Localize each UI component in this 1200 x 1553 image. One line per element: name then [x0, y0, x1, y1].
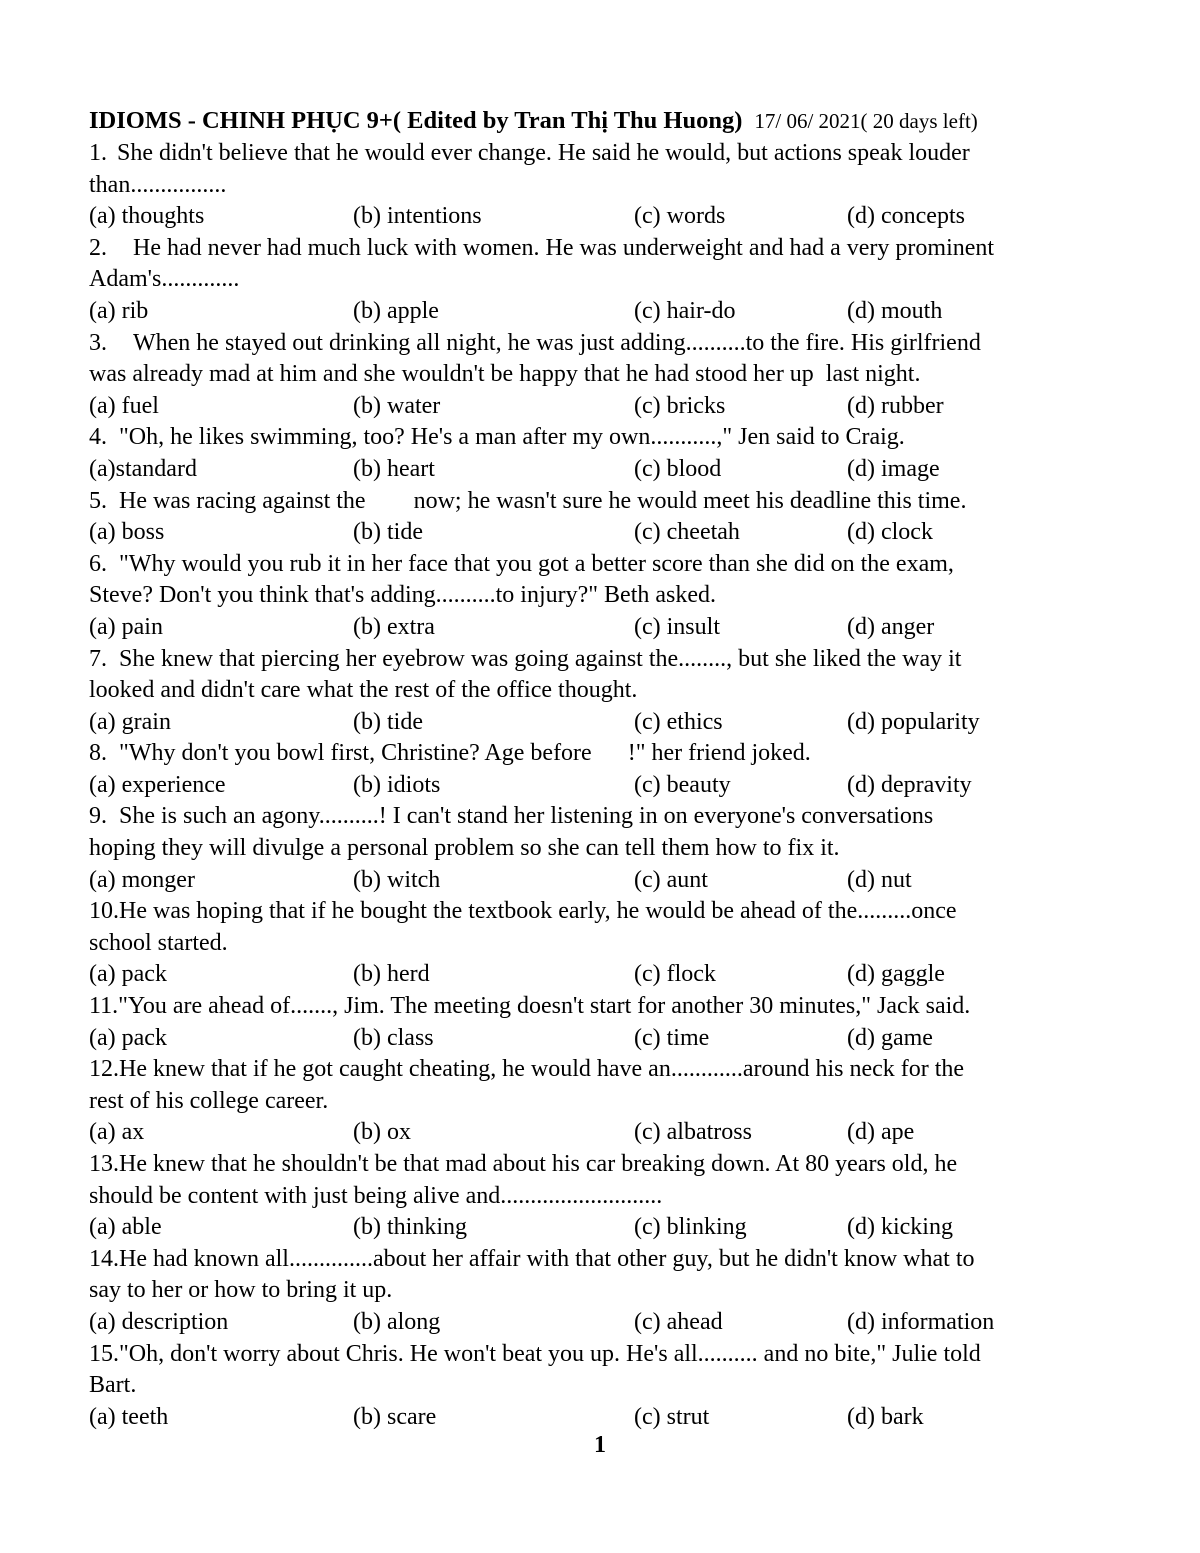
question-text-line	[89, 801, 1149, 833]
option-b: (b) intentions	[353, 203, 482, 230]
option-b: (b) tide	[353, 708, 423, 735]
option-b: (b) idiots	[353, 771, 441, 798]
question-number: 9.	[89, 803, 107, 830]
question-item	[89, 138, 1149, 233]
answer-options	[89, 1307, 1149, 1339]
question-text-line	[89, 896, 1149, 928]
question-item	[89, 422, 1149, 485]
question-number: 13.	[89, 1151, 119, 1177]
question-number: 15.	[89, 1340, 119, 1367]
option-d: (d) ape	[847, 1119, 915, 1146]
question-text: "Why would you rub it in her face that you got a better score than she did on the exam,	[119, 550, 954, 577]
question-text-continuation	[89, 1086, 1149, 1118]
question-text: He knew that if he got caught cheating, he would have an............around his neck for the	[119, 1056, 965, 1083]
option-d: (d) kicking	[847, 1214, 953, 1241]
question-text: Steve? Don't you think that's adding..........to injury?" Beth asked.	[89, 582, 717, 609]
question-item	[89, 738, 1149, 801]
option-d: (d) nut	[847, 866, 912, 893]
option-a: (a) experience	[89, 771, 226, 798]
document-header	[89, 104, 1149, 138]
question-text-line	[89, 422, 1149, 454]
question-text: She is such an agony..........! I can't stand her listening in on everyone's conversations	[119, 803, 934, 830]
question-text-continuation	[89, 359, 1149, 391]
answer-options	[89, 1402, 1149, 1434]
option-a: (a) grain	[89, 708, 171, 735]
option-b: (b) herd	[353, 961, 430, 988]
option-b: (b) extra	[353, 613, 435, 640]
option-d: (d) mouth	[847, 297, 943, 324]
question-text: "Oh, don't worry about Chris. He won't beat you up. He's all.......... and no bite," Julie told	[119, 1340, 981, 1367]
question-text-line	[89, 328, 1149, 360]
option-c: (c) time	[634, 1024, 710, 1051]
question-number: 10.	[89, 898, 119, 925]
question-number: 5.	[89, 487, 107, 514]
option-c: (c) cheetah	[634, 519, 740, 546]
answer-options	[89, 391, 1149, 423]
question-text: hoping they will divulge a personal problem so she can tell them how to fix it.	[89, 835, 840, 862]
question-text: rest of his college career.	[89, 1087, 329, 1114]
question-text: She didn't believe that he would ever change. He said he would, but actions speak louder	[117, 140, 970, 166]
option-b: (b) thinking	[353, 1214, 467, 1241]
question-item	[89, 233, 1149, 328]
option-d: (d) popularity	[847, 708, 980, 735]
option-d: (d) image	[847, 455, 940, 482]
option-a: (a) fuel	[89, 392, 159, 419]
option-b: (b) witch	[353, 866, 441, 893]
option-d: (d) gaggle	[847, 961, 945, 988]
question-text: She knew that piercing her eyebrow was going against the........, but she liked the way it	[119, 645, 962, 672]
document-title: IDIOMS - CHINH PHỤC 9+( Edited by Tran Thị Thu Huong)	[89, 107, 743, 134]
question-text-line	[89, 233, 1149, 265]
option-a: (a) teeth	[89, 1403, 169, 1430]
question-text: looked and didn't care what the rest of the office thought.	[89, 677, 638, 704]
question-number: 11.	[89, 993, 119, 1020]
question-text-continuation	[89, 170, 1149, 202]
question-text: say to her or how to bring it up.	[89, 1277, 393, 1304]
question-text: than................	[89, 171, 227, 198]
option-d: (d) anger	[847, 613, 935, 640]
question-item	[89, 486, 1149, 549]
answer-options	[89, 612, 1149, 644]
question-number: 12.	[89, 1056, 119, 1083]
question-number: 3.	[89, 329, 107, 356]
question-text-continuation	[89, 1370, 1149, 1402]
answer-options	[89, 1023, 1149, 1055]
question-text-continuation	[89, 264, 1149, 296]
option-c: (c) ethics	[634, 708, 723, 735]
question-item	[89, 1244, 1149, 1339]
option-a: (a) boss	[89, 519, 165, 546]
question-text: "Why don't you bowl first, Christine? Age before !" her friend joked.	[119, 740, 811, 767]
question-item	[89, 328, 1149, 423]
question-item	[89, 801, 1149, 896]
question-text: should be content with just being alive and...........................	[89, 1182, 663, 1209]
option-c: (c) words	[634, 203, 726, 230]
option-a: (a) description	[89, 1308, 229, 1335]
option-b: (b) heart	[353, 455, 435, 482]
question-text: He was hoping that if he bought the textbook early, he would be ahead of the.........once	[119, 898, 957, 925]
document-date: 17/ 06/ 2021( 20 days left)	[754, 109, 978, 133]
question-text-continuation	[89, 580, 1149, 612]
question-number: 7.	[89, 645, 107, 672]
option-b: (b) tide	[353, 519, 423, 546]
answer-options	[89, 296, 1149, 328]
question-item	[89, 896, 1149, 991]
question-text-line	[89, 644, 1149, 676]
option-a: (a) rib	[89, 297, 149, 324]
option-a: (a)standard	[89, 455, 197, 482]
question-item	[89, 1054, 1149, 1149]
answer-options	[89, 1117, 1149, 1149]
question-text: was already mad at him and she wouldn't be happy that he had stood her up last night.	[89, 361, 921, 388]
option-b: (b) along	[353, 1308, 441, 1335]
question-text-line	[89, 738, 1149, 770]
question-text: He was racing against the now; he wasn't sure he would meet his deadline this time.	[119, 487, 967, 514]
answer-options	[89, 959, 1149, 991]
question-number: 6.	[89, 550, 107, 577]
question-text: "You are ahead of......., Jim. The meeting doesn't start for another 30 minutes," Jack said.	[118, 993, 971, 1020]
question-item	[89, 1339, 1149, 1434]
question-text: "Oh, he likes swimming, too? He's a man after my own...........," Jen said to Craig.	[119, 424, 905, 451]
question-text-line	[89, 1149, 1149, 1181]
option-d: (d) clock	[847, 519, 933, 546]
question-item	[89, 1149, 1149, 1244]
answer-options	[89, 707, 1149, 739]
option-c: (c) strut	[634, 1403, 710, 1430]
question-text: He had known all..............about her affair with that other guy, but he didn't know what to	[119, 1245, 975, 1272]
option-d: (d) rubber	[847, 392, 944, 419]
question-text: Bart.	[89, 1372, 137, 1399]
option-b: (b) ox	[353, 1119, 411, 1146]
document-page	[89, 104, 1149, 1433]
option-d: (d) concepts	[847, 203, 965, 230]
question-number: 8.	[89, 740, 107, 767]
question-text: Adam's.............	[89, 266, 240, 293]
answer-options	[89, 201, 1149, 233]
question-text-continuation	[89, 928, 1149, 960]
question-text-line	[89, 138, 1149, 170]
question-number: 1.	[89, 140, 107, 166]
option-d: (d) game	[847, 1024, 933, 1051]
option-b: (b) apple	[353, 297, 439, 324]
option-c: (c) hair-do	[634, 297, 736, 324]
option-c: (c) beauty	[634, 771, 731, 798]
question-text-line	[89, 549, 1149, 581]
option-d: (d) information	[847, 1308, 995, 1335]
option-a: (a) pain	[89, 613, 163, 640]
option-b: (b) class	[353, 1024, 434, 1051]
question-text: He had never had much luck with women. He was underweight and had a very prominent	[133, 234, 995, 261]
question-text-continuation	[89, 1275, 1149, 1307]
question-list	[89, 138, 1149, 1433]
option-b: (b) water	[353, 392, 441, 419]
answer-options	[89, 517, 1149, 549]
question-number: 14.	[89, 1245, 119, 1272]
question-text-line	[89, 1244, 1149, 1276]
option-c: (c) aunt	[634, 866, 708, 893]
question-text-line	[89, 486, 1149, 518]
option-a: (a) pack	[89, 961, 167, 988]
option-c: (c) blood	[634, 455, 722, 482]
option-c: (c) insult	[634, 613, 720, 640]
question-text-continuation	[89, 675, 1149, 707]
question-text: When he stayed out drinking all night, he was just adding..........to the fire. His girlfriend	[133, 329, 981, 356]
option-c: (c) ahead	[634, 1308, 723, 1335]
option-a: (a) monger	[89, 866, 195, 893]
answer-options	[89, 1212, 1149, 1244]
option-a: (a) thoughts	[89, 203, 205, 230]
option-c: (c) albatross	[634, 1119, 752, 1146]
option-c: (c) bricks	[634, 392, 726, 419]
question-item	[89, 644, 1149, 739]
option-a: (a) pack	[89, 1024, 167, 1051]
option-b: (b) scare	[353, 1403, 437, 1430]
question-text-line	[89, 1339, 1149, 1371]
question-item	[89, 991, 1149, 1054]
question-text: school started.	[89, 929, 228, 956]
answer-options	[89, 770, 1149, 802]
question-text-line	[89, 1054, 1149, 1086]
option-c: (c) flock	[634, 961, 716, 988]
question-item	[89, 549, 1149, 644]
option-d: (d) depravity	[847, 771, 972, 798]
question-text-continuation	[89, 833, 1149, 865]
question-number: 2.	[89, 234, 107, 261]
option-d: (d) bark	[847, 1403, 924, 1430]
page-number: 1	[594, 1432, 606, 1458]
answer-options	[89, 865, 1149, 897]
option-c: (c) blinking	[634, 1214, 747, 1241]
question-text: He knew that he shouldn't be that mad about his car breaking down. At 80 years old, he	[119, 1151, 958, 1177]
answer-options	[89, 454, 1149, 486]
option-a: (a) ax	[89, 1119, 145, 1146]
question-text-line	[89, 991, 1149, 1023]
option-a: (a) able	[89, 1214, 162, 1241]
question-number: 4.	[89, 424, 107, 451]
question-text-continuation	[89, 1181, 1149, 1213]
